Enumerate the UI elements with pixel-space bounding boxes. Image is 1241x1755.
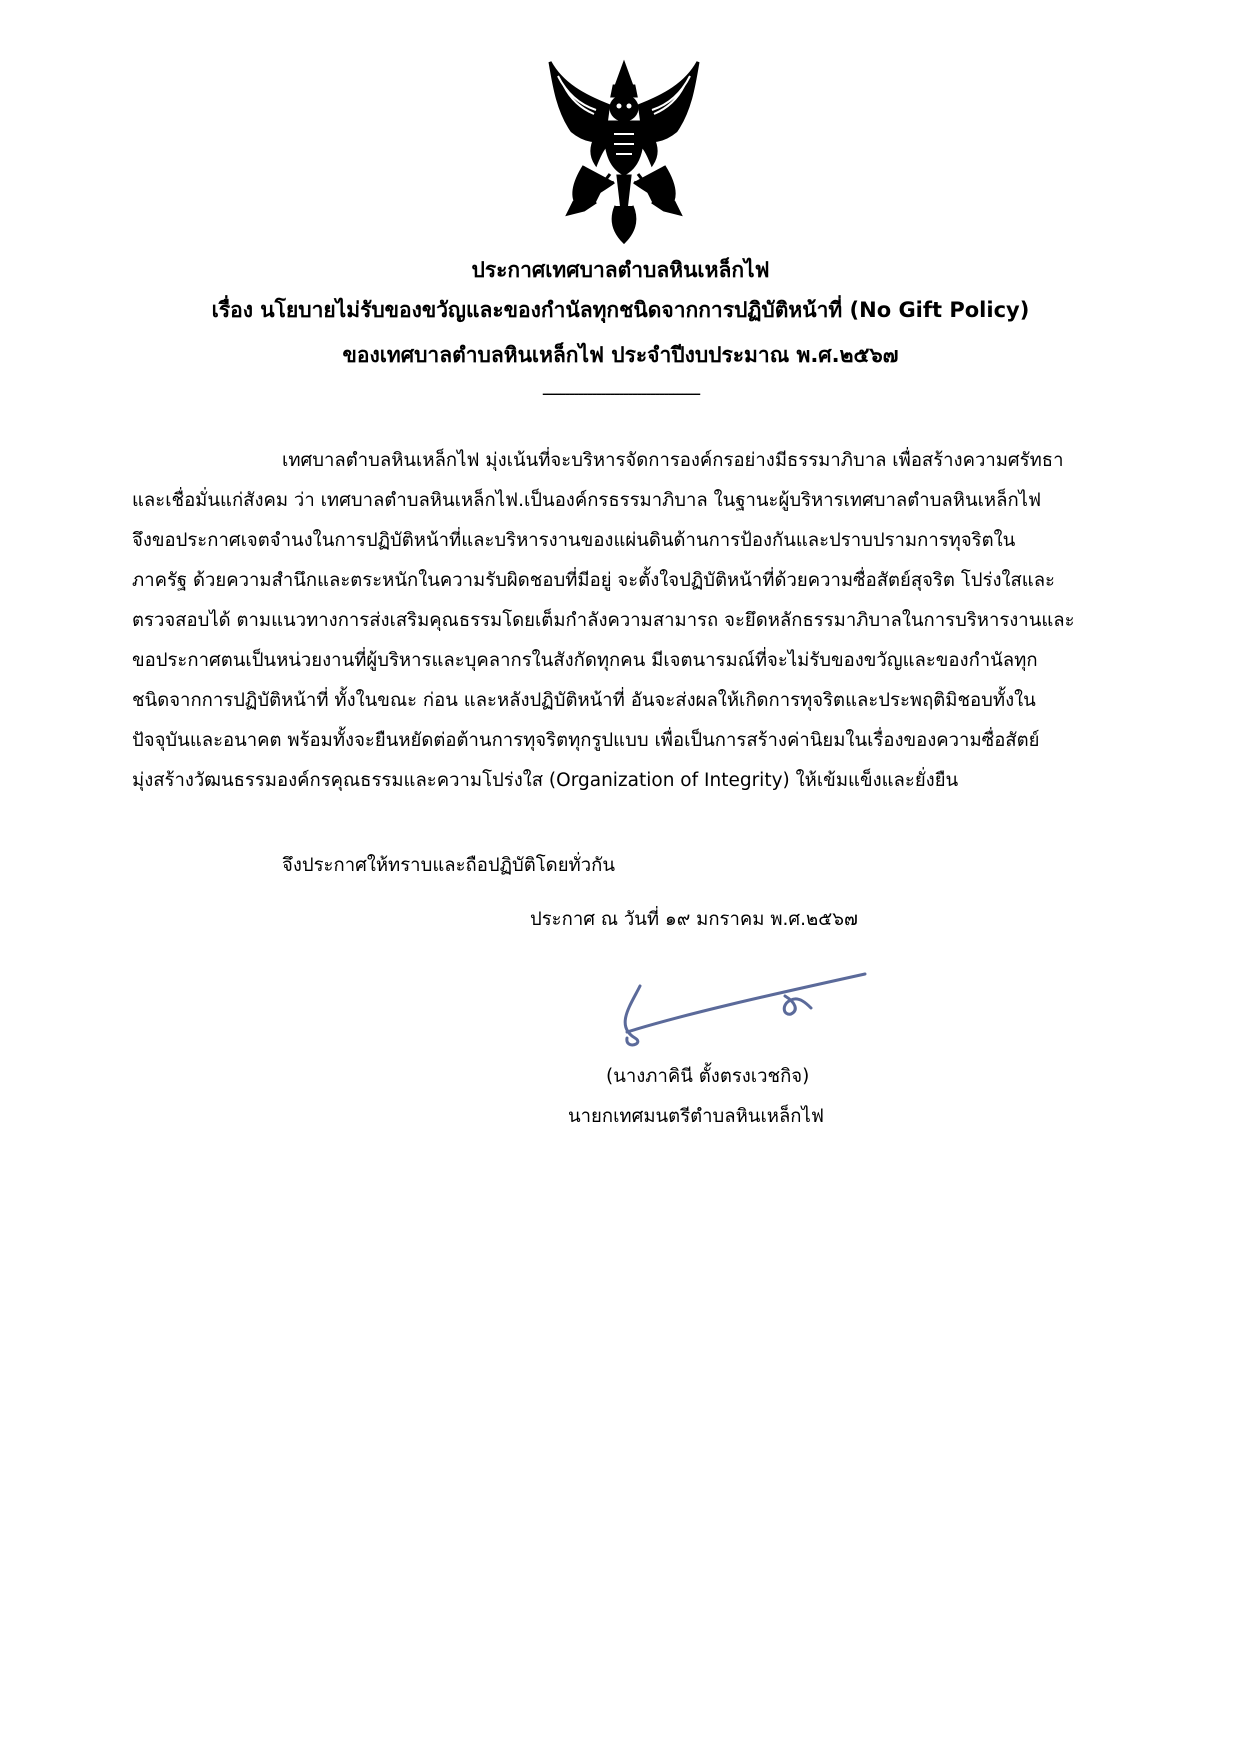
- body-line: จึงขอประกาศเจตจำนงในการปฏิบัติหน้าที่และบริหารงานของแผ่นดินด้านการป้องกันและปราบปรามการทุจริตใน: [132, 530, 1016, 551]
- garuda-emblem-icon: [544, 56, 704, 246]
- body-line: มุ่งสร้างวัฒนธรรมองค์กรคุณธรรมและความโปร่งใส (Organization of Integrity) ให้เข้มแข็งและยั่งยืน: [132, 770, 959, 791]
- announcement-subject: เรื่อง นโยบายไม่รับของขวัญและของกำนัลทุกชนิดจากการปฏิบัติหน้าที่ (No Gift Policy): [211, 298, 1030, 322]
- body-line: ชนิดจากการปฏิบัติหน้าที่ ทั้งในขณะ ก่อน และหลังปฏิบัติหน้าที่ อันจะส่งผลให้เกิดการทุจริตและประพฤติมิชอบทั้งใน: [132, 690, 1036, 711]
- body-line: เทศบาลตำบลหินเหล็กไฟ มุ่งเน้นที่จะบริหารจัดการองค์กรอย่างมีธรรมาภิบาล เพื่อสร้างความศรัทธา: [282, 450, 1064, 471]
- body-line: ภาครัฐ ด้วยความสำนึกและตระหนักในความรับผิดชอบที่มีอยู่ จะตั้งใจปฏิบัติหน้าที่ด้วยความซื่อสัตย์สุจริต โปร่งใสและ: [132, 570, 1055, 591]
- signer-name: (นางภาคินี ตั้งตรงเวชกิจ): [606, 1066, 810, 1087]
- closing-statement: จึงประกาศให้ทราบและถือปฏิบัติโดยทั่วกัน: [282, 855, 615, 876]
- body-line: ขอประกาศตนเป็นหน่วยงานที่ผู้บริหารและบุคลากรในสังกัดทุกคน มีเจตนารมณ์ที่จะไม่รับของขวัญและของกำนัลทุก: [132, 650, 1038, 671]
- signer-title: นายกเทศมนตรีตำบลหินเหล็กไฟ: [568, 1106, 824, 1127]
- body-line: ตรวจสอบได้ ตามแนวทางการส่งเสริมคุณธรรมโดยเต็มกำลังความสามารถ จะยึดหลักธรรมาภิบาลในการบริหารงานและ: [132, 610, 1075, 631]
- body-paragraph: [132, 441, 1132, 801]
- announcement-title: ประกาศเทศบาลตำบลหินเหล็กไฟ: [471, 258, 770, 282]
- announcement-subtitle: ของเทศบาลตำบลหินเหล็กไฟ ประจำปีงบประมาณ พ.ศ.๒๕๖๗: [342, 343, 899, 367]
- header-divider: -----------------------------------: [541, 383, 700, 404]
- body-line: และเชื่อมั่นแก่สังคม ว่า เทศบาลตำบลหินเหล็กไฟ.เป็นองค์กรธรรมาภิบาล ในฐานะผู้บริหารเทศบาลตำบลหินเหล็กไฟ: [132, 490, 1042, 511]
- body-line: ปัจจุบันและอนาคต พร้อมทั้งจะยืนหยัดต่อต้านการทุจริตทุกรูปแบบ เพื่อเป็นการสร้างค่านิยมในเรื่องของความซื่อสัตย์: [132, 730, 1040, 751]
- signature-image: [585, 966, 950, 1056]
- announcement-date: ประกาศ ณ วันที่ ๑๙ มกราคม พ.ศ.๒๕๖๗: [530, 909, 858, 930]
